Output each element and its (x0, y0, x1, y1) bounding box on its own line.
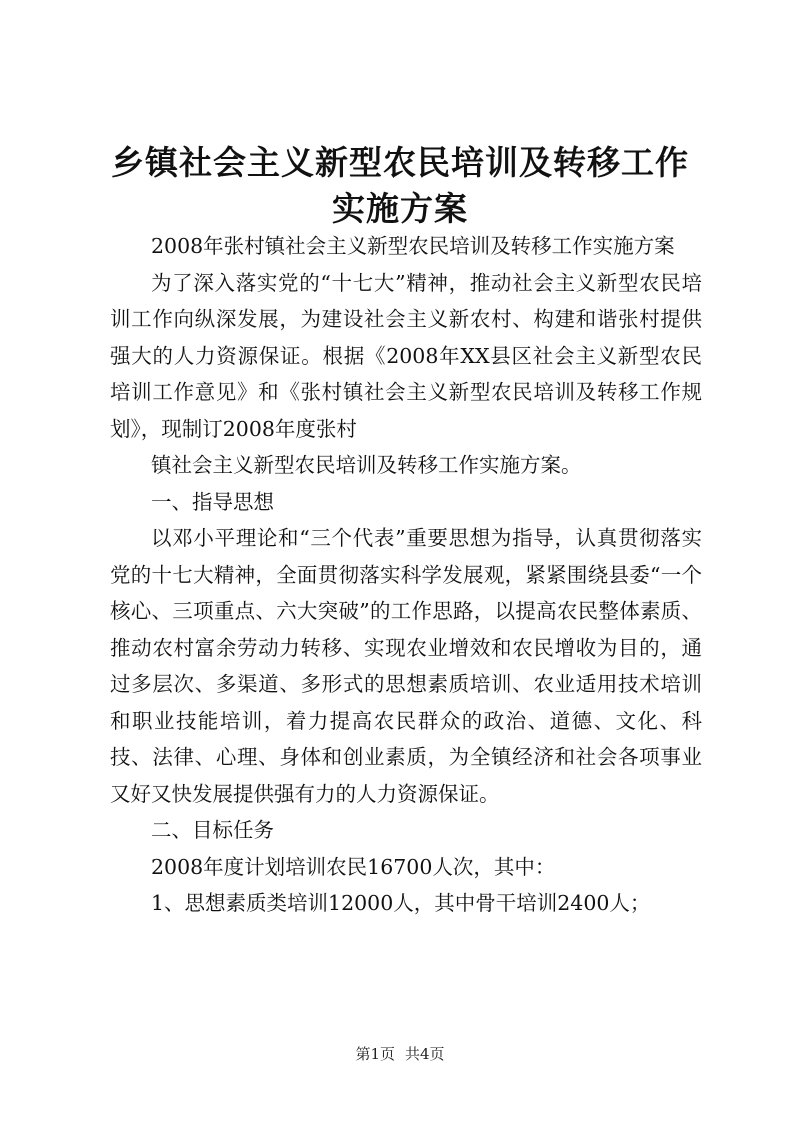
document-title: 乡镇社会主义新型农民培训及转移工作实施方案 (111, 143, 689, 228)
page-total: 共4页 (405, 1045, 445, 1063)
body-paragraph-subtitle: 2008年张村镇社会主义新型农民培训及转移工作实施方案 (151, 234, 675, 258)
body-paragraph-intro: 为了深入落实党的“十七大”精神，推动社会主义新型农民培训工作向纵深发展，为建设社会主义新农村、构建和谐张村提供强大的人力资源保证。根据《2008年XX县区社会主义新型农民培训工作意见》和《张村镇社会主义新型农民培训及转移工作规划》，现制订2008年度张村 (110, 270, 702, 441)
body-paragraph-guiding-ideology: 以邓小平理论和“三个代表”重要思想为指导，认真贯彻落实党的十七大精神，全面贯彻落实科学发展观，紧紧围绕县委“一个核心、三项重点、六大突破”的工作思路，以提高农民整体素质、推动农村富余劳动力转移、实现农业增效和农民增收为目的，通过多层次、多渠道、多形式的思想素质培训、农业适用技术培训和职业技能培训，着力提高农民群众的政治、道德、文化、科技、法律、心理、身体和创业素质，为全镇经济和社会各项事业又好又快发展提供强有力的人力资源保证。 (110, 526, 702, 806)
body-paragraph-item-1: 1、思想素质类培训12000人，其中骨干培训2400人； (151, 891, 651, 915)
page-footer (0, 1044, 800, 1064)
section-heading-goals-tasks: 二、目标任务 (151, 818, 274, 842)
section-heading-guiding-ideology: 一、指导思想 (151, 489, 274, 514)
document-body (110, 228, 702, 922)
body-paragraph-annual-plan: 2008年度计划培训农民16700人次，其中： (151, 854, 556, 879)
body-paragraph-continuation: 镇社会主义新型农民培训及转移工作实施方案。 (151, 453, 582, 477)
page-number: 第1页 (355, 1045, 395, 1063)
